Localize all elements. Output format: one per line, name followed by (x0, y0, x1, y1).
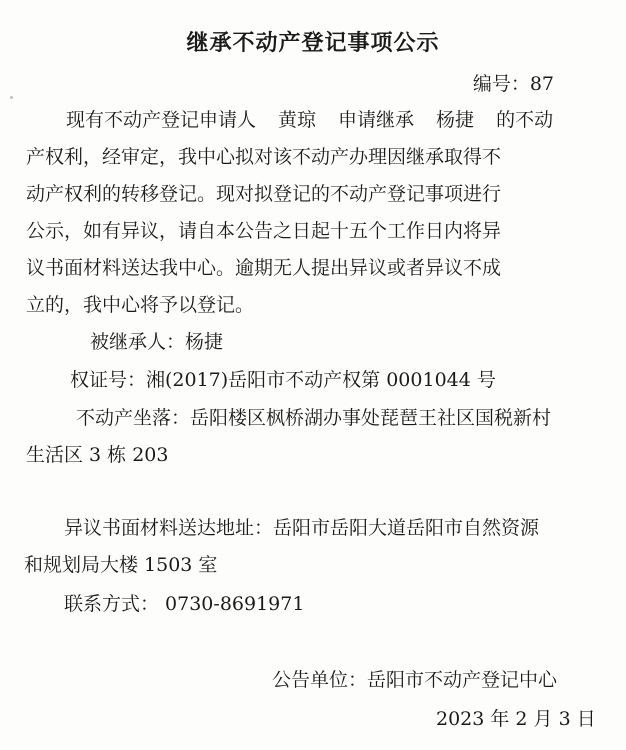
paragraph-text: 的不动 (496, 109, 554, 131)
scan-speck (10, 96, 13, 99)
certificate-field: 权证号：湘(2017)岳阳市不动产权第 0001044 号 (70, 369, 496, 391)
location-field-cont: 生活区 3 栋 203 (26, 444, 169, 466)
serial-number: 编号：87 (472, 73, 554, 95)
location-field: 不动产坐落：岳阳楼区枫桥湖办事处琵琶王社区国税新村 (76, 407, 552, 429)
issuer: 公告单位：岳阳市不动产登记中心 (272, 669, 558, 691)
paragraph-line: 动产权利的转移登记。现对拟登记的不动产登记事项进行 (26, 183, 502, 205)
paragraph-line: 议书面材料送达我中心。逾期无人提出异议或者异议不成 (26, 257, 502, 279)
paragraph-line: 公示，如有异议，请自本公告之日起十五个工作日内将异 (26, 220, 502, 242)
paragraph-line (66, 108, 626, 132)
paragraph-text: 现有不动产登记申请人 (66, 109, 257, 131)
notice-title: 继承不动产登记事项公示 (186, 31, 440, 56)
paragraph-text: 申请继承 (338, 109, 415, 131)
applicant-name: 黄琼 (278, 109, 317, 131)
issue-date: 2023 年 2 月 3 日 (436, 708, 596, 730)
paragraph-line: 立的，我中心将予以登记。 (26, 294, 255, 316)
address-field-cont: 和规划局大楼 1503 室 (24, 554, 218, 576)
address-field: 异议书面材料送达地址：岳阳市岳阳大道岳阳市自然资源 (64, 517, 540, 539)
decedent-field: 被继承人：杨捷 (90, 331, 224, 353)
decedent-name: 杨捷 (436, 109, 475, 131)
contact-field: 联系方式： 0730-8691971 (64, 593, 305, 615)
paragraph-line: 产权利，经审定，我中心拟对该不动产办理因继承取得不 (26, 146, 502, 168)
